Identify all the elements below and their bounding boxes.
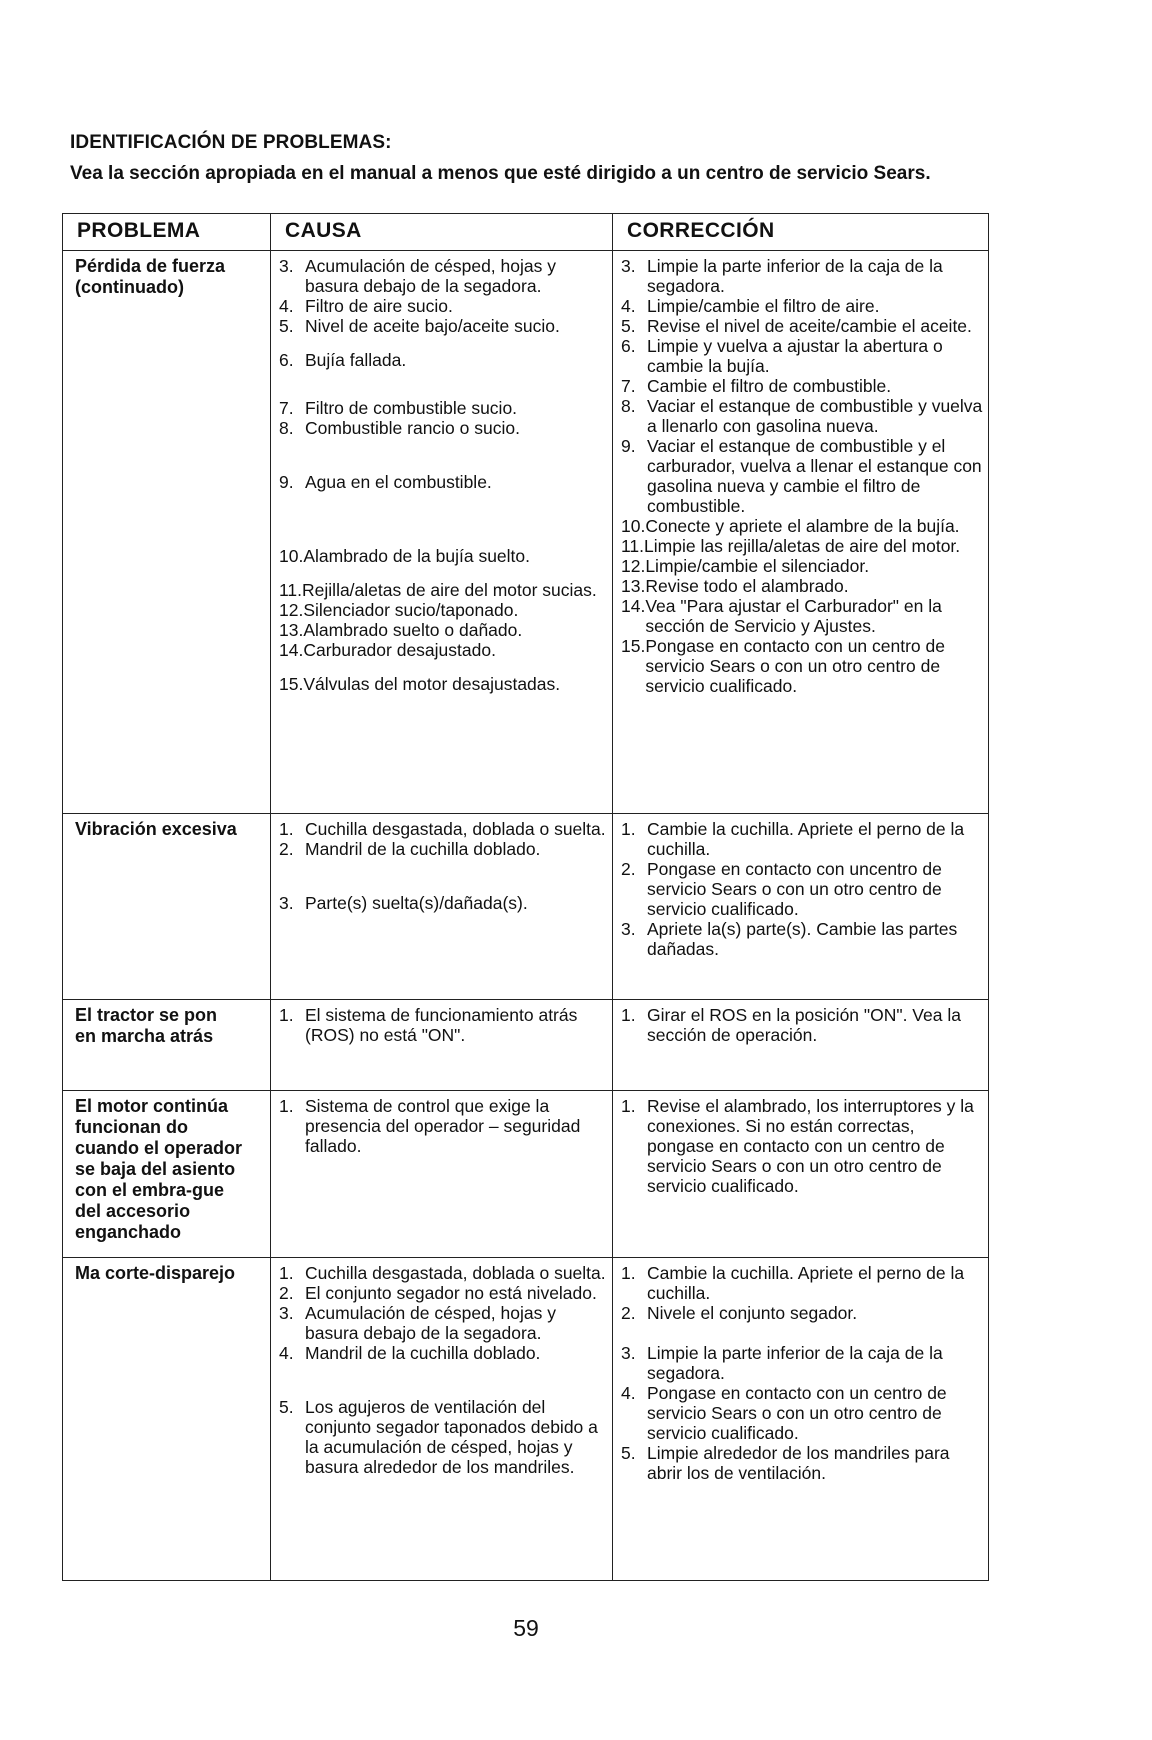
correction-cell <box>613 1000 989 1091</box>
item-text: Carburador desajustado. <box>303 640 496 660</box>
problem-cell: Vibración excesiva <box>63 814 271 1000</box>
item-number: 1. <box>621 1005 636 1025</box>
item-number: 5. <box>621 316 636 336</box>
cause-cell <box>271 1258 613 1581</box>
item-number: 5. <box>621 1443 636 1463</box>
item-text: Cuchilla desgastada, doblada o suelta. <box>305 819 606 839</box>
item-number: 9. <box>279 472 294 492</box>
item-number: 4. <box>279 296 294 316</box>
item-number: 3. <box>279 893 294 913</box>
cause-cell <box>271 1000 613 1091</box>
item-text: Alambrado de la bujía suelto. <box>303 546 530 566</box>
item-text: Apriete la(s) parte(s). Cambie las partes dañadas. <box>647 919 958 959</box>
item-text: Revise el nivel de aceite/cambie el aceite. <box>647 316 972 336</box>
cause-item <box>279 640 608 660</box>
correction-list <box>621 819 984 959</box>
section-heading: IDENTIFICACIÓN DE PROBLEMAS: <box>70 132 392 153</box>
correction-item <box>621 536 984 556</box>
item-number: 2. <box>621 859 636 879</box>
cause-item <box>279 1096 608 1156</box>
item-text: Pongase en contacto con un centro de servicio Sears o con un otro centro de servicio cualificado. <box>647 1383 947 1443</box>
problem-cell: El motor continúa funcionan do cuando el operador se baja del asiento con el embra-gue del accesorio enganchado <box>63 1091 271 1258</box>
item-number: 14. <box>279 640 304 660</box>
correction-item <box>621 1303 984 1323</box>
cause-list <box>279 1263 608 1477</box>
cause-item <box>279 839 608 859</box>
cause-item <box>279 819 608 839</box>
item-text: Alambrado suelto o dañado. <box>303 620 523 640</box>
item-text: Válvulas del motor desajustadas. <box>303 674 561 694</box>
item-text: Girar el ROS en la posición "ON". Vea la sección de operación. <box>647 1005 961 1045</box>
cause-item <box>279 316 608 336</box>
item-text: Rejilla/aletas de aire del motor sucias. <box>302 580 597 600</box>
item-text: Filtro de aire sucio. <box>305 296 453 316</box>
cause-item <box>279 472 608 492</box>
cause-item <box>279 1005 608 1045</box>
cause-list <box>279 1005 608 1045</box>
problem-cell: El tractor se pon en marcha atrás <box>63 1000 271 1091</box>
correction-item <box>621 516 984 536</box>
column-header-cause: CAUSA <box>271 214 613 251</box>
item-text: Mandril de la cuchilla doblado. <box>305 839 541 859</box>
correction-item <box>621 396 984 436</box>
correction-item <box>621 1383 984 1443</box>
item-text: Los agujeros de ventilación del conjunto segador taponados debido a la acumulación de césped, hojas y basura alrededor de los mandriles. <box>305 1397 598 1477</box>
item-text: Cambie la cuchilla. Apriete el perno de la cuchilla. <box>647 1263 965 1303</box>
item-text: Pongase en contacto con uncentro de servicio Sears o con un otro centro de servicio cualificado. <box>647 859 942 919</box>
cause-item <box>279 893 608 913</box>
item-text: Nivel de aceite bajo/aceite sucio. <box>305 316 560 336</box>
item-text: Mandril de la cuchilla doblado. <box>305 1343 541 1363</box>
item-text: Vaciar el estanque de combustible y vuelva a llenarlo con gasolina nueva. <box>647 396 983 436</box>
cause-item <box>279 600 608 620</box>
item-text: Agua en el combustible. <box>305 472 492 492</box>
item-number: 8. <box>279 418 294 438</box>
item-text: Combustible rancio o sucio. <box>305 418 520 438</box>
item-number: 14. <box>621 596 646 616</box>
correction-item <box>621 256 984 296</box>
cause-item <box>279 674 608 694</box>
cause-item <box>279 1303 608 1343</box>
item-number: 7. <box>621 376 636 396</box>
item-number: 5. <box>279 316 294 336</box>
cause-item <box>279 1263 608 1283</box>
item-text: Parte(s) suelta(s)/dañada(s). <box>305 893 528 913</box>
item-text: Vaciar el estanque de combustible y el carburador, vuelva a llenar el estanque con gasolina nueva y cambie el filtro de combustible. <box>647 436 982 516</box>
item-number: 8. <box>621 396 636 416</box>
section-instructions: Vea la sección apropiada en el manual a menos que esté dirigido a un centro de servicio Sears. <box>70 163 931 184</box>
item-number: 4. <box>621 296 636 316</box>
item-number: 1. <box>279 1263 294 1283</box>
item-number: 6. <box>621 336 636 356</box>
correction-item <box>621 596 984 636</box>
item-number: 4. <box>279 1343 294 1363</box>
correction-item <box>621 316 984 336</box>
cause-item <box>279 620 608 640</box>
item-number: 6. <box>279 350 294 370</box>
item-number: 10. <box>621 516 646 536</box>
item-number: 3. <box>621 256 636 276</box>
item-number: 1. <box>279 1005 294 1025</box>
table-row <box>63 1258 989 1581</box>
correction-item <box>621 576 984 596</box>
item-text: Revise todo el alambrado. <box>645 576 849 596</box>
item-text: Vea "Para ajustar el Carburador" en la sección de Servicio y Ajustes. <box>645 596 942 636</box>
item-text: Silenciador sucio/taponado. <box>303 600 519 620</box>
item-number: 2. <box>621 1303 636 1323</box>
correction-list <box>621 1263 984 1483</box>
correction-item <box>621 296 984 316</box>
item-number: 12. <box>621 556 646 576</box>
correction-list <box>621 1096 984 1196</box>
item-number: 11. <box>279 580 303 600</box>
table-header-row <box>63 214 989 251</box>
item-text: Limpie la parte inferior de la caja de la segadora. <box>647 1343 943 1383</box>
table-row <box>63 1091 989 1258</box>
item-text: Cuchilla desgastada, doblada o suelta. <box>305 1263 606 1283</box>
table-body <box>63 251 989 1581</box>
correction-item <box>621 556 984 576</box>
item-text: Sistema de control que exige la presencia del operador – seguridad fallado. <box>305 1096 581 1156</box>
correction-item <box>621 636 984 696</box>
correction-cell <box>613 251 989 814</box>
problem-cell: Ma corte-disparejo <box>63 1258 271 1581</box>
item-text: Limpie/cambie el filtro de aire. <box>647 296 880 316</box>
correction-item <box>621 376 984 396</box>
item-text: Pongase en contacto con un centro de servicio Sears o con un otro centro de servicio cualificado. <box>645 636 945 696</box>
item-text: Limpie/cambie el silenciador. <box>645 556 870 576</box>
item-number: 15. <box>279 674 304 694</box>
correction-list <box>621 256 984 696</box>
cause-item <box>279 1283 608 1303</box>
column-header-problem: PROBLEMA <box>63 214 271 251</box>
item-text: Nivele el conjunto segador. <box>647 1303 858 1323</box>
item-number: 10. <box>279 546 304 566</box>
cause-item <box>279 350 608 370</box>
correction-cell <box>613 1258 989 1581</box>
cause-item <box>279 1397 608 1477</box>
correction-list <box>621 1005 984 1045</box>
item-number: 9. <box>621 436 636 456</box>
item-text: Acumulación de césped, hojas y basura debajo de la segadora. <box>305 1303 556 1343</box>
item-text: Limpie y vuelva a ajustar la abertura o cambie la bujía. <box>647 336 943 376</box>
correction-item <box>621 859 984 919</box>
item-number: 5. <box>279 1397 294 1417</box>
correction-item <box>621 919 984 959</box>
item-number: 3. <box>279 1303 294 1323</box>
cause-item <box>279 398 608 418</box>
column-header-correction: CORRECCIÓN <box>613 214 989 251</box>
item-text: Revise el alambrado, los interruptores y la conexiones. Si no están correctas, pongase en contacto con un centro de servicio Sears o con un otro centro de servicio cualificado. <box>647 1096 974 1196</box>
item-text: Acumulación de césped, hojas y basura debajo de la segadora. <box>305 256 556 296</box>
cause-item <box>279 546 608 566</box>
item-number: 3. <box>621 1343 636 1363</box>
item-number: 1. <box>621 1096 636 1116</box>
correction-item <box>621 819 984 859</box>
cause-cell <box>271 1091 613 1258</box>
cause-item <box>279 256 608 296</box>
cause-list <box>279 256 608 694</box>
item-text: Cambie la cuchilla. Apriete el perno de la cuchilla. <box>647 819 965 859</box>
item-text: Limpie alrededor de los mandriles para abrir los de ventilación. <box>647 1443 950 1483</box>
cause-item <box>279 296 608 316</box>
item-number: 2. <box>279 1283 294 1303</box>
problem-cell: Pérdida de fuerza (continuado) <box>63 251 271 814</box>
table-row <box>63 251 989 814</box>
cause-cell <box>271 814 613 1000</box>
item-text: Filtro de combustible sucio. <box>305 398 518 418</box>
correction-cell <box>613 1091 989 1258</box>
correction-item <box>621 336 984 376</box>
correction-item <box>621 1005 984 1045</box>
item-number: 13. <box>621 576 646 596</box>
item-text: Limpie la parte inferior de la caja de la segadora. <box>647 256 943 296</box>
item-number: 7. <box>279 398 294 418</box>
item-number: 1. <box>621 819 636 839</box>
correction-item <box>621 1343 984 1383</box>
page-number: 59 <box>513 1615 539 1641</box>
correction-item <box>621 1096 984 1196</box>
item-text: Limpie las rejilla/aletas de aire del motor. <box>644 536 961 556</box>
table-row <box>63 814 989 1000</box>
item-number: 4. <box>621 1383 636 1403</box>
cause-list <box>279 1096 608 1156</box>
correction-item <box>621 436 984 516</box>
item-text: El sistema de funcionamiento atrás (ROS) no está "ON". <box>305 1005 578 1045</box>
item-number: 12. <box>279 600 304 620</box>
item-number: 1. <box>279 819 294 839</box>
correction-item <box>621 1443 984 1483</box>
item-number: 13. <box>279 620 304 640</box>
table-row <box>63 1000 989 1091</box>
cause-item <box>279 1343 608 1363</box>
item-number: 1. <box>621 1263 636 1283</box>
item-number: 3. <box>621 919 636 939</box>
correction-cell <box>613 814 989 1000</box>
item-text: Cambie el filtro de combustible. <box>647 376 892 396</box>
cause-item <box>279 418 608 438</box>
item-text: Conecte y apriete el alambre de la bujía. <box>645 516 960 536</box>
item-number: 15. <box>621 636 646 656</box>
cause-cell <box>271 251 613 814</box>
cause-list <box>279 819 608 913</box>
correction-item <box>621 1263 984 1303</box>
item-text: Bujía fallada. <box>305 350 407 370</box>
cause-item <box>279 580 608 600</box>
item-number: 11. <box>621 536 645 556</box>
item-number: 1. <box>279 1096 294 1116</box>
item-text: El conjunto segador no está nivelado. <box>305 1283 597 1303</box>
item-number: 3. <box>279 256 294 276</box>
item-number: 2. <box>279 839 294 859</box>
troubleshooting-table <box>62 213 989 1581</box>
